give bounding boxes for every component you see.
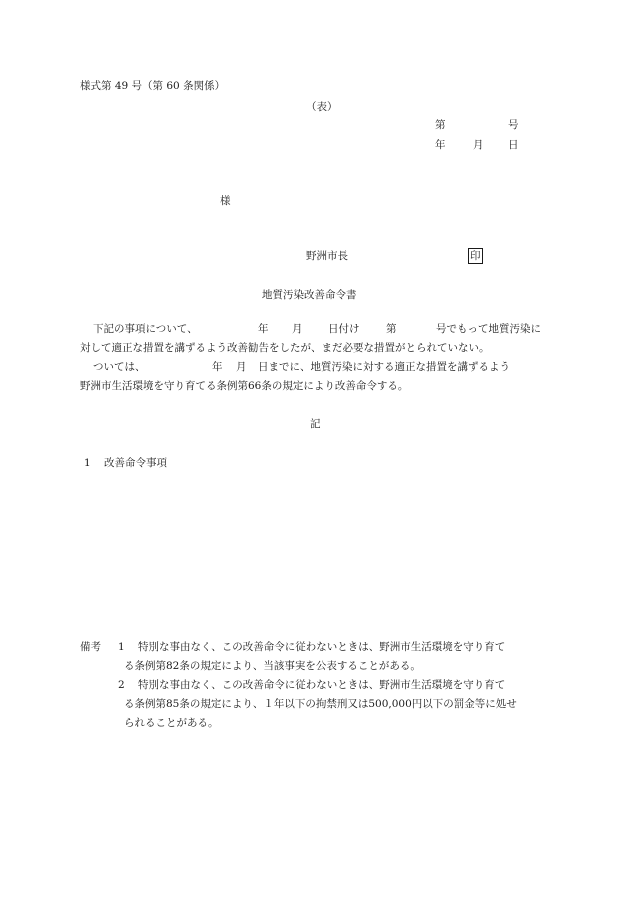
note-1-line1: 特別な事由なく、この改善命令に従わないときは、野洲市生活環境を守り育て <box>138 641 506 653</box>
notes-label: 備考 <box>80 641 101 653</box>
issuer-seal <box>468 248 483 264</box>
p1-text-a: 下記の事項について、 <box>93 323 198 335</box>
note-2-line3: られることがある。 <box>124 717 219 729</box>
p2-text-a: ついては、 <box>93 361 146 373</box>
note-1-number: 1 <box>118 641 125 653</box>
p1-text-b: 号でもって地質汚染に <box>436 323 541 335</box>
body-p1-line2: 対して適正な措置を講ずるよう改善勧告をしたが、まだ必要な措置がとられていない。 <box>80 342 490 354</box>
form-label: 様式第 49 号（第 60 条関係） <box>80 80 226 92</box>
p2-text-b: 日までに、地質汚染に対する適正な措置を講ずるよう <box>258 361 510 373</box>
doc-number-suffix: 号 <box>508 119 519 131</box>
date-month: 月 <box>473 139 484 151</box>
side-label: （表） <box>306 101 338 113</box>
p2-month: 月 <box>236 361 247 373</box>
note-2-line2: る条例第85条の規定により、１年以下の拘禁刑又は500,000円以下の罰金等に処せ <box>124 698 517 710</box>
p2-year: 年 <box>212 361 223 373</box>
document-title: 地質汚染改善命令書 <box>262 289 357 301</box>
note-2-number: 2 <box>118 679 125 691</box>
issuer-name: 野洲市長 <box>306 250 348 262</box>
note-2-line1: 特別な事由なく、この改善命令に従わないときは、野洲市生活環境を守り育て <box>138 679 506 691</box>
date-year: 年 <box>435 139 446 151</box>
p1-month: 月 <box>292 323 303 335</box>
body-p2-line2: 野洲市生活環境を守り育てる条例第66条の規定により改善命令する。 <box>80 380 409 392</box>
section1-label: 改善命令事項 <box>104 457 167 469</box>
addressee-suffix: 様 <box>220 195 231 207</box>
doc-number-prefix: 第 <box>435 119 446 131</box>
p1-dai: 第 <box>386 323 397 335</box>
section1-number: 1 <box>84 457 91 469</box>
body-p1-line1 <box>93 323 198 336</box>
p1-dated: 日付け <box>328 323 360 335</box>
ki-heading: 記 <box>310 418 321 430</box>
p1-year: 年 <box>258 323 269 335</box>
note-1-line2: る条例第82条の規定により、当該事実を公表することがある。 <box>124 660 421 672</box>
seal-mark: 印 <box>470 250 481 262</box>
date-day: 日 <box>508 139 519 151</box>
